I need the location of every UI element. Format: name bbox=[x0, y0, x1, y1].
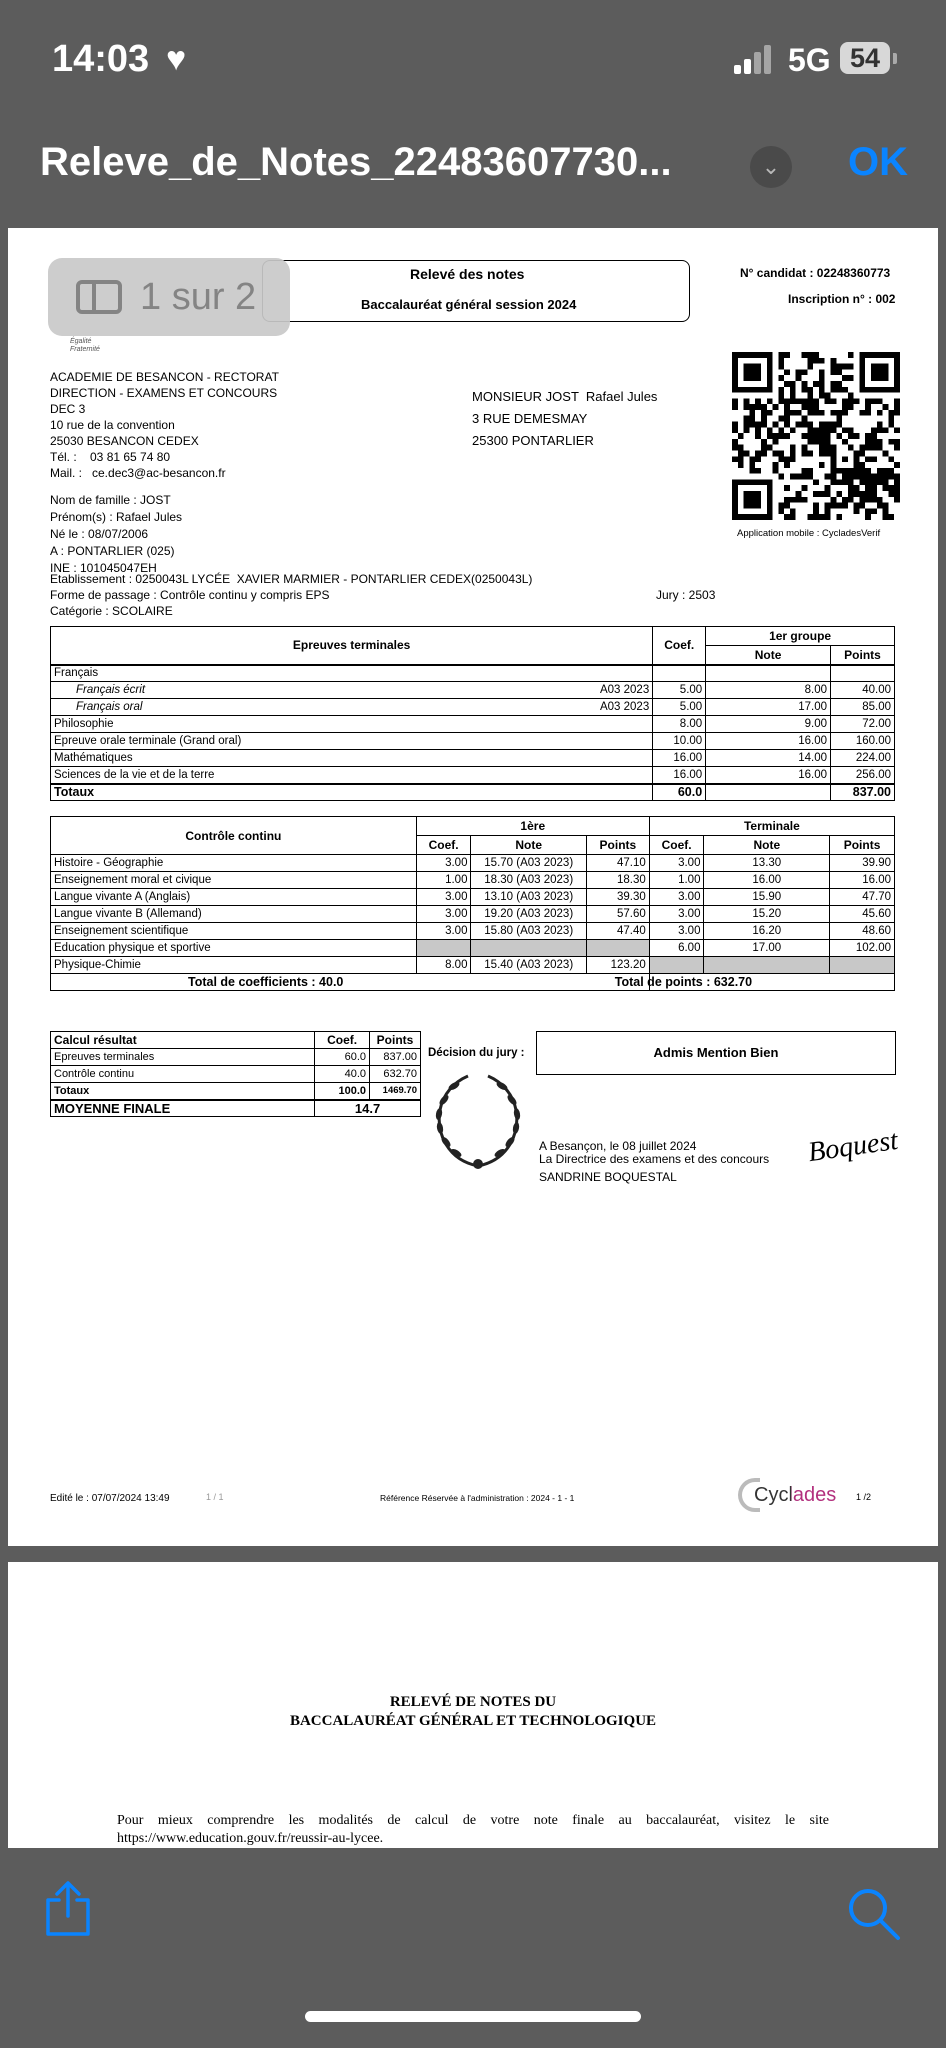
recipient-line: 3 RUE DEMESMAY bbox=[472, 411, 588, 426]
cc-points-term: 45.60 bbox=[830, 906, 895, 923]
table-row bbox=[51, 889, 895, 906]
result-coef: 100.0 bbox=[315, 1083, 370, 1100]
exam-note: 14.00 bbox=[706, 750, 831, 767]
cc-header-title: Contrôle continu bbox=[51, 817, 417, 855]
exam-points: 85.00 bbox=[831, 699, 895, 716]
cc-coef-1ere: 3.00 bbox=[416, 855, 471, 872]
exam-coef: 5.00 bbox=[653, 699, 706, 716]
table-row bbox=[51, 872, 895, 889]
exam-subject bbox=[51, 665, 653, 682]
result-header-coef: Coef. bbox=[315, 1032, 370, 1049]
table-row bbox=[51, 940, 895, 957]
result-points: 632.70 bbox=[370, 1066, 421, 1083]
table-row bbox=[51, 750, 895, 767]
exam-subject bbox=[51, 767, 653, 784]
cc-subject: Education physique et sportive bbox=[51, 940, 417, 957]
total-coef: 60.0 bbox=[653, 784, 706, 801]
cc-total-points bbox=[614, 974, 894, 991]
cc-points-1ere: 47.10 bbox=[586, 855, 649, 872]
footer-logo bbox=[754, 1484, 836, 1506]
table-row bbox=[51, 665, 895, 682]
qr-code bbox=[732, 352, 900, 520]
cc-subject: Physique-Chimie bbox=[51, 957, 417, 974]
cc-points-term: 102.00 bbox=[830, 940, 895, 957]
cc-total-coef: Total de coefficients : 40.0 bbox=[51, 974, 650, 991]
total-note-empty bbox=[706, 784, 831, 801]
table-row bbox=[51, 716, 895, 733]
battery-icon: 54 bbox=[840, 42, 890, 74]
exam-subject bbox=[51, 733, 653, 750]
header-subtitle: Baccalauréat général session 2024 bbox=[361, 297, 577, 312]
sender-line: DIRECTION - EXAMENS ET CONCOURS bbox=[50, 386, 278, 400]
total-label: Totaux bbox=[51, 784, 653, 801]
laurel-seal-icon bbox=[430, 1070, 526, 1174]
col-header-group: 1er groupe bbox=[706, 627, 895, 646]
cc-points-1ere: 39.30 bbox=[586, 889, 649, 906]
cc-note-1ere: 19.20 (A03 2023) bbox=[471, 906, 587, 923]
cc-points-1ere: 123.20 bbox=[586, 957, 649, 974]
exam-subject-label: Français écrit bbox=[76, 684, 146, 696]
network-type: 5G bbox=[788, 42, 831, 78]
cc-header-1ere: 1ère bbox=[416, 817, 649, 836]
exam-note bbox=[706, 665, 831, 682]
exam-subject-label: Philosophie bbox=[54, 718, 114, 730]
exam-subject-label: Sciences de la vie et de la terre bbox=[54, 768, 215, 781]
result-label: Totaux bbox=[51, 1083, 315, 1100]
document-title[interactable]: Releve_de_Notes_22483607730... bbox=[40, 140, 672, 184]
sender-line: ACADEMIE DE BESANCON - RECTORAT bbox=[50, 370, 279, 384]
sender-phone: Tél. : 03 81 65 74 80 bbox=[50, 450, 171, 464]
exam-points: 72.00 bbox=[831, 716, 895, 733]
exam-session: A03 2023 bbox=[599, 701, 650, 713]
sender-line: 10 rue de la convention bbox=[50, 418, 175, 432]
cc-coef-1ere: 8.00 bbox=[416, 957, 471, 974]
table-row bbox=[51, 906, 895, 923]
exam-note: 8.00 bbox=[706, 682, 831, 699]
cc-header-note: Note bbox=[704, 836, 830, 855]
cc-subject: Enseignement scientifique bbox=[51, 923, 417, 940]
cc-subject: Enseignement moral et civique bbox=[51, 872, 417, 889]
status-time: 14:03 bbox=[52, 38, 150, 80]
table-row bbox=[51, 1049, 421, 1066]
exam-coef bbox=[653, 665, 706, 682]
footer-reference: Référence Réservée à l'administration : 2024 - 1 - 1 bbox=[380, 1493, 575, 1503]
cc-note-1ere: 18.30 (A03 2023) bbox=[471, 872, 587, 889]
cc-note-1ere: 15.80 (A03 2023) bbox=[471, 923, 587, 940]
table-row bbox=[51, 733, 895, 750]
identity-line: A : PONTARLIER (025) bbox=[50, 544, 175, 558]
result-points: 1469.70 bbox=[370, 1083, 421, 1100]
cc-note-term: 16.20 bbox=[704, 923, 830, 940]
exam-coef: 16.00 bbox=[653, 767, 706, 784]
cc-note-term: 15.90 bbox=[704, 889, 830, 906]
exam-subject bbox=[51, 750, 653, 767]
sender-line: 25030 BESANCON CEDEX bbox=[50, 434, 199, 448]
republic-motto: Égalité Fraternité bbox=[70, 338, 100, 354]
table-row bbox=[51, 923, 895, 940]
sender-mail: Mail. : ce.dec3@ac-besancon.fr bbox=[50, 466, 226, 480]
heart-icon: ♥ bbox=[166, 40, 187, 78]
footer-pages: 1 /2 bbox=[856, 1492, 872, 1502]
final-average-label: MOYENNE FINALE bbox=[51, 1100, 315, 1117]
signoff-line: A Besançon, le 08 juillet 2024 bbox=[539, 1139, 697, 1153]
cc-coef-term: 3.00 bbox=[649, 923, 704, 940]
cc-points-term: 39.90 bbox=[830, 855, 895, 872]
cc-coef-term: 6.00 bbox=[649, 940, 704, 957]
cc-header-note: Note bbox=[471, 836, 587, 855]
identity-line: Nom de famille : JOST bbox=[50, 493, 171, 507]
cc-note-term: 16.00 bbox=[704, 872, 830, 889]
col-header-epreuves: Epreuves terminales bbox=[51, 627, 653, 665]
exam-points bbox=[831, 665, 895, 682]
cc-note-term: 15.20 bbox=[704, 906, 830, 923]
continuous-assessment-table bbox=[50, 816, 895, 991]
page-indicator-label: 1 sur 2 bbox=[140, 276, 257, 318]
identity-line: INE : 101045047EH bbox=[50, 561, 157, 575]
cc-coef-1ere: 3.00 bbox=[416, 906, 471, 923]
identity-line: Prénom(s) : Rafael Jules bbox=[50, 510, 183, 524]
exam-subject bbox=[51, 682, 653, 699]
signoff-line: SANDRINE BOQUESTAL bbox=[539, 1170, 677, 1184]
terminal-exams-table bbox=[50, 626, 895, 801]
table-row bbox=[51, 767, 895, 784]
exam-subject-label: Epreuve orale terminale (Grand oral) bbox=[54, 735, 242, 747]
cc-note-1ere: 13.10 (A03 2023) bbox=[471, 889, 587, 906]
cc-coef-term bbox=[649, 957, 704, 974]
exam-coef: 16.00 bbox=[653, 750, 706, 767]
result-label: Epreuves terminales bbox=[51, 1049, 315, 1066]
decision-label: Décision du jury : bbox=[428, 1047, 525, 1059]
cc-coef-1ere bbox=[416, 940, 471, 957]
page2-title-line2: BACCALAURÉAT GÉNÉRAL ET TECHNOLOGIQUE bbox=[289, 1713, 657, 1729]
chevron-down-icon[interactable]: ⌄ bbox=[750, 146, 792, 188]
identity-line: Catégorie : SCOLAIRE bbox=[50, 604, 173, 618]
final-average-value: 14.7 bbox=[315, 1100, 421, 1117]
sender-line: DEC 3 bbox=[50, 402, 86, 416]
cc-subject: Langue vivante A (Anglais) bbox=[51, 889, 417, 906]
exam-subject bbox=[51, 699, 653, 716]
home-indicator[interactable] bbox=[305, 2011, 641, 2022]
cc-points-term: 48.60 bbox=[830, 923, 895, 940]
cc-header-coef: Coef. bbox=[416, 836, 471, 855]
cc-header-points: Points bbox=[586, 836, 649, 855]
recipient-line: MONSIEUR JOST Rafael Jules bbox=[472, 389, 658, 404]
cc-subject: Langue vivante B (Allemand) bbox=[51, 906, 417, 923]
director-signature: Boquest bbox=[806, 1124, 900, 1169]
result-coef: 40.0 bbox=[315, 1066, 370, 1083]
sidebar-icon bbox=[76, 280, 122, 314]
bottom-toolbar bbox=[0, 1848, 946, 2048]
cc-note-term: 17.00 bbox=[704, 940, 830, 957]
cc-coef-1ere: 3.00 bbox=[416, 889, 471, 906]
result-label: Contrôle continu bbox=[51, 1066, 315, 1083]
total-points: 837.00 bbox=[831, 784, 895, 801]
share-icon[interactable] bbox=[42, 1880, 94, 1938]
exam-coef: 8.00 bbox=[653, 716, 706, 733]
cc-coef-term: 1.00 bbox=[649, 872, 704, 889]
result-points: 837.00 bbox=[370, 1049, 421, 1066]
cc-points-1ere: 47.40 bbox=[586, 923, 649, 940]
cc-points-term: 16.00 bbox=[830, 872, 895, 889]
exam-points: 224.00 bbox=[831, 750, 895, 767]
table-row bbox=[51, 957, 895, 974]
result-header-points: Points bbox=[370, 1032, 421, 1049]
result-table bbox=[50, 1031, 421, 1117]
header-title: Relevé des notes bbox=[410, 266, 525, 282]
exam-note: 16.00 bbox=[706, 767, 831, 784]
exam-coef: 5.00 bbox=[653, 682, 706, 699]
ok-button[interactable]: OK bbox=[848, 140, 908, 184]
exam-note: 17.00 bbox=[706, 699, 831, 716]
candidate-number: N° candidat : 02248360773 bbox=[740, 266, 891, 280]
exam-points: 256.00 bbox=[831, 767, 895, 784]
col-header-points: Points bbox=[831, 646, 895, 665]
table-row bbox=[51, 1066, 421, 1083]
signoff-line: La Directrice des examens et des concours bbox=[539, 1152, 770, 1166]
signal-icon bbox=[734, 44, 774, 74]
cc-total-points-text: Total de points : 632.70 bbox=[614, 975, 753, 989]
cc-points-1ere bbox=[586, 940, 649, 957]
result-coef: 60.0 bbox=[315, 1049, 370, 1066]
result-header-calc: Calcul résultat bbox=[51, 1032, 315, 1049]
col-header-note: Note bbox=[706, 646, 831, 665]
status-bar bbox=[0, 0, 946, 110]
exam-note: 9.00 bbox=[706, 716, 831, 733]
qr-caption: Application mobile : CycladesVerif bbox=[737, 528, 881, 539]
exam-note: 16.00 bbox=[706, 733, 831, 750]
identity-line: Forme de passage : Contrôle continu y compris EPS bbox=[50, 588, 330, 602]
exam-session: A03 2023 bbox=[599, 684, 650, 696]
footer-edited: Edité le : 07/07/2024 13:49 bbox=[50, 1493, 170, 1504]
footer-page: 1 / 1 bbox=[206, 1492, 224, 1502]
identity-line: Etablissement : 0250043L LYCÉE XAVIER MARMIER - PONTARLIER CEDEX(0250043L) bbox=[50, 572, 533, 586]
exam-points: 160.00 bbox=[831, 733, 895, 750]
exam-subject bbox=[51, 716, 653, 733]
cc-coef-term: 3.00 bbox=[649, 889, 704, 906]
cc-note-1ere: 15.40 (A03 2023) bbox=[471, 957, 587, 974]
cc-note-1ere: 15.70 (A03 2023) bbox=[471, 855, 587, 872]
battery-cap bbox=[893, 53, 897, 64]
cc-note-term: 13.30 bbox=[704, 855, 830, 872]
cc-points-term bbox=[830, 957, 895, 974]
cc-points-1ere: 18.30 bbox=[586, 872, 649, 889]
page-indicator[interactable] bbox=[48, 258, 290, 336]
exam-subject-label: Français bbox=[54, 667, 99, 680]
exam-coef: 10.00 bbox=[653, 733, 706, 750]
page2-title-line1: RELEVÉ DE NOTES DU bbox=[389, 1694, 557, 1710]
cc-note-1ere bbox=[471, 940, 587, 957]
table-row bbox=[51, 682, 895, 699]
cc-header-coef: Coef. bbox=[649, 836, 704, 855]
table-row bbox=[51, 699, 895, 716]
cc-header-points: Points bbox=[830, 836, 895, 855]
cc-coef-term: 3.00 bbox=[649, 906, 704, 923]
jury-number: Jury : 2503 bbox=[656, 588, 716, 602]
cc-coef-term: 3.00 bbox=[649, 855, 704, 872]
search-icon[interactable] bbox=[846, 1886, 902, 1942]
cc-points-1ere: 57.60 bbox=[586, 906, 649, 923]
page2-paragraph: Pour mieux comprendre les modalités de calcul de votre note finale au baccalauréat, visitez le site bbox=[117, 1813, 829, 1828]
recipient-line: 25300 PONTARLIER bbox=[472, 433, 594, 448]
exam-points: 40.00 bbox=[831, 682, 895, 699]
cc-coef-1ere: 1.00 bbox=[416, 872, 471, 889]
cc-subject: Histoire - Géographie bbox=[51, 855, 417, 872]
exam-subject-label: Français oral bbox=[76, 701, 143, 713]
cc-note-term bbox=[704, 957, 830, 974]
cc-points-term: 47.70 bbox=[830, 889, 895, 906]
table-row bbox=[51, 1083, 421, 1100]
page2-link[interactable]: https://www.education.gouv.fr/reussir-au-lycee. bbox=[117, 1831, 384, 1846]
decision-box: Admis Mention Bien bbox=[536, 1031, 896, 1075]
inscription-number: Inscription n° : 002 bbox=[788, 292, 896, 306]
cc-header-terminale: Terminale bbox=[649, 817, 894, 836]
identity-line: Né le : 08/07/2006 bbox=[50, 527, 149, 541]
cc-coef-1ere: 3.00 bbox=[416, 923, 471, 940]
table-row bbox=[51, 855, 895, 872]
footer-logo-text: Cyclades bbox=[754, 1484, 837, 1506]
exam-subject-label: Mathématiques bbox=[54, 752, 133, 764]
col-header-coef: Coef. bbox=[653, 627, 706, 665]
